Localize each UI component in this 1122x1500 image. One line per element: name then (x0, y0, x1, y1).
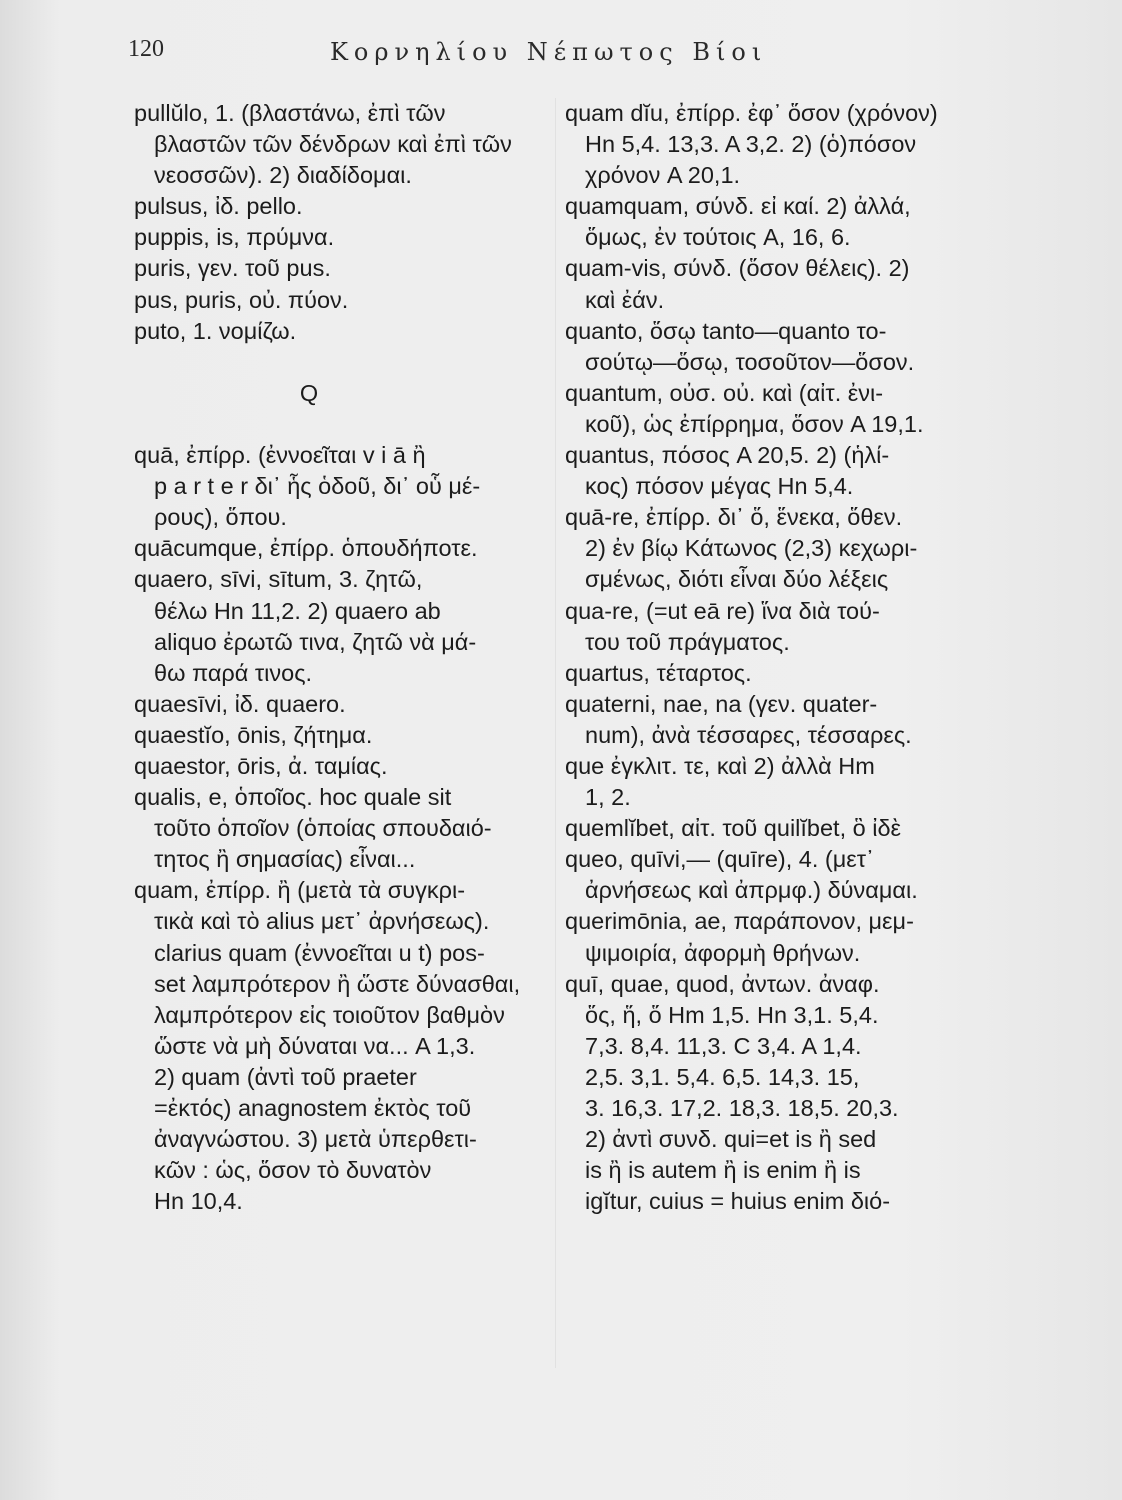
dictionary-entry-continuation: set λαμπρότερον ἢ ὥστε δύνασθαι, (154, 970, 521, 997)
dictionary-entry-line: quanto, ὅσῳ tanto—quanto το- (565, 317, 887, 344)
dictionary-entry-continuation: =ἐκτός) anagnostem ἐκτὸς τοῦ (154, 1095, 472, 1121)
dictionary-entry-line: quā-re, ἐπίρρ. δι᾿ ὅ, ἕνεκα, ὅθεν. (565, 504, 903, 531)
dictionary-entry-line: quartus, τέταρτος. (565, 659, 752, 686)
dictionary-entry-continuation: λαμπρότερον εἰς τοιοῦτον βαθμὸν (154, 1001, 505, 1028)
dictionary-entry-continuation: 2) quam (ἀντὶ τοῦ praeter (154, 1063, 417, 1090)
dictionary-entry-continuation: κος) πόσον μέγας Hn 5,4. (585, 473, 854, 500)
dictionary-entry-continuation: τικὰ καὶ τὸ alius μετ᾿ ἀρνήσεως). (154, 908, 490, 935)
dictionary-entry-continuation: Hn 5,4. 13,3. A 3,2. 2) (ὁ)πόσον (585, 131, 917, 158)
spacer (134, 409, 544, 440)
dictionary-entry-continuation: καὶ ἐάν. (585, 286, 665, 313)
dictionary-entry-line: quā, ἐπίρρ. (ἐννοεῖται v i ā ἢ (134, 442, 426, 469)
dictionary-entry-continuation: του τοῦ πράγματος. (585, 628, 790, 655)
dictionary-entry-line: querimōnia, ae, παράπονον, μεμ- (565, 908, 914, 935)
dictionary-entry-continuation: ὅς, ἥ, ὅ Hm 1,5. Hn 3,1. 5,4. (585, 1001, 879, 1028)
dictionary-entry-line: quācumque, ἐπίρρ. ὁπουδήποτε. (134, 535, 478, 562)
left-entries-q (134, 440, 544, 1217)
dictionary-entry-line: quam dĭu, ἐπίρρ. ἐφ᾿ ὅσον (χρόνον) (565, 100, 938, 126)
left-column (134, 98, 544, 1217)
dictionary-entry-line: puto, 1. νομίζω. (134, 317, 297, 344)
section-letter: Q (299, 379, 319, 406)
dictionary-entry-line: quantum, οὐσ. οὐ. καὶ (αἰτ. ἐνι- (565, 379, 884, 406)
dictionary-entry-continuation: igĭtur, cuius = huius enim διό- (585, 1188, 891, 1215)
dictionary-entry-continuation: ψιμοιρία, ἀφορμὴ θρήνων. (585, 939, 861, 966)
dictionary-entry-continuation: 2,5. 3,1. 5,4. 6,5. 14,3. 15, (585, 1063, 860, 1090)
dictionary-entry-continuation: 2) ἀντὶ συνδ. qui=et is ἢ sed (585, 1126, 877, 1153)
dictionary-entry-line: pullŭlo, 1. (βλαστάνω, ἐπὶ τῶν (134, 100, 446, 126)
dictionary-entry-line: quaero, sīvi, sītum, 3. ζητῶ, (134, 566, 423, 593)
dictionary-entry-continuation: is ἢ is autem ἢ is enim ἢ is (585, 1157, 861, 1184)
dictionary-entry-continuation: νεοσσῶν). 2) διαδίδομαι. (154, 162, 412, 189)
dictionary-entry-line: puppis, is, πρύμνα. (134, 224, 335, 251)
page-header (0, 36, 1122, 76)
dictionary-entry-line: quaterni, nae, na (γεν. quater- (565, 690, 878, 717)
dictionary-entry-line: quamquam, σύνδ. εἰ καί. 2) ἀλλά, (565, 193, 911, 220)
dictionary-entry-line: pus, puris, οὐ. πύον. (134, 286, 349, 313)
dictionary-entry-continuation: σμένως, διότι εἶναι δύο λέξεις (585, 566, 889, 593)
dictionary-entry-continuation: ὅμως, ἐν τούτοις A, 16, 6. (585, 224, 851, 251)
dictionary-entry-line: que ἐγκλιτ. τε, καὶ 2) ἀλλὰ Hm (565, 752, 875, 779)
dictionary-entry-continuation: clarius quam (ἐννοεῖται u t) pos- (154, 939, 485, 966)
dictionary-entry-continuation: τητος ἢ σημασίας) εἶναι... (154, 846, 416, 873)
dictionary-entry-line: quaesīvi, ἰδ. quaero. (134, 690, 346, 717)
dictionary-entry-line: quaestĭo, ōnis, ζήτημα. (134, 721, 373, 748)
dictionary-entry-line: quam-vis, σύνδ. (ὅσον θέλεις). 2) (565, 255, 910, 282)
dictionary-entry-continuation: 1, 2. (585, 784, 631, 811)
dictionary-entry-continuation: τοῦτο ὁποῖον (ὁποίας σπουδαιό- (154, 815, 492, 842)
dictionary-entry-continuation: σούτῳ—ὅσῳ, τοσοῦτον—ὅσον. (585, 348, 915, 375)
dictionary-entry-continuation: ὥστε νὰ μὴ δύναται να... A 1,3. (154, 1032, 476, 1059)
dictionary-entry-continuation: ἀναγνώστου. 3) μετὰ ὑπερθετι- (154, 1126, 477, 1153)
spacer (134, 347, 544, 378)
dictionary-entry-line: qua-re, (=ut eā re) ἵνα διὰ τού- (565, 597, 880, 624)
dictionary-entry-continuation: θέλω Hn 11,2. 2) quaero ab (154, 597, 441, 624)
dictionary-entry-line: quemlĭbet, αἰτ. τοῦ quilĭbet, ὃ ἰδὲ (565, 815, 902, 842)
dictionary-entry-line: quantus, πόσος A 20,5. 2) (ἡλί- (565, 442, 890, 469)
page-number: 120 (128, 36, 164, 62)
dictionary-entry-continuation: κῶν : ὡς, ὅσον τὸ δυνατὸν (154, 1157, 432, 1184)
dictionary-entry-continuation: βλαστῶν τῶν δένδρων καὶ ἐπὶ τῶν (154, 131, 512, 158)
dictionary-entry-continuation: p a r t e r δι᾿ ἧς ὁδοῦ, δι᾿ οὗ μέ- (154, 473, 481, 500)
dictionary-entry-line: puris, γεν. τοῦ pus. (134, 255, 331, 282)
dictionary-entry-continuation: 2) ἐν βίῳ Κάτωνος (2,3) κεχωρι- (585, 535, 918, 562)
column-gutter (555, 98, 556, 1368)
dictionary-entry-continuation: Hn 10,4. (154, 1188, 243, 1215)
dictionary-entry-line: quam, ἐπίρρ. ἢ (μετὰ τὰ συγκρι- (134, 877, 466, 904)
right-entries (565, 98, 1035, 1217)
dictionary-entry-continuation: num), ἀνὰ τέσσαρες, τέσσαρες. (585, 721, 912, 748)
right-column (565, 98, 1035, 1217)
left-entries (134, 98, 544, 347)
dictionary-entry-continuation: ἀρνήσεως καὶ ἀπρμφ.) δύναμαι. (585, 877, 918, 904)
dictionary-entry-continuation: aliquo ἐρωτῶ τινα, ζητῶ νὰ μά- (154, 628, 477, 655)
dictionary-entry-continuation: ρους), ὅπου. (154, 504, 287, 531)
dictionary-entry-continuation: κοῦ), ὡς ἐπίρρημα, ὅσον A 19,1. (585, 410, 924, 437)
dictionary-entry-line: qualis, e, ὁποῖος. hoc quale sit (134, 784, 452, 811)
dictionary-entry-continuation: θω παρά τινος. (154, 659, 313, 686)
dictionary-entry-line: quī, quae, quod, ἀντων. ἀναφ. (565, 970, 880, 997)
dictionary-entry-continuation: χρόνον A 20,1. (585, 162, 741, 189)
running-title: Κορνηλίου Νέπωτος Βίοι (330, 38, 768, 66)
dictionary-entry-continuation: 3. 16,3. 17,2. 18,3. 18,5. 20,3. (585, 1095, 899, 1121)
dictionary-entry-line: pulsus, ἰδ. pello. (134, 193, 303, 220)
dictionary-entry-line: quaestor, ōris, ἀ. ταμίας. (134, 752, 388, 779)
dictionary-entry-continuation: 7,3. 8,4. 11,3. C 3,4. A 1,4. (585, 1032, 862, 1059)
dictionary-entry-line: queo, quīvi,— (quīre), 4. (μετ᾿ (565, 846, 874, 873)
